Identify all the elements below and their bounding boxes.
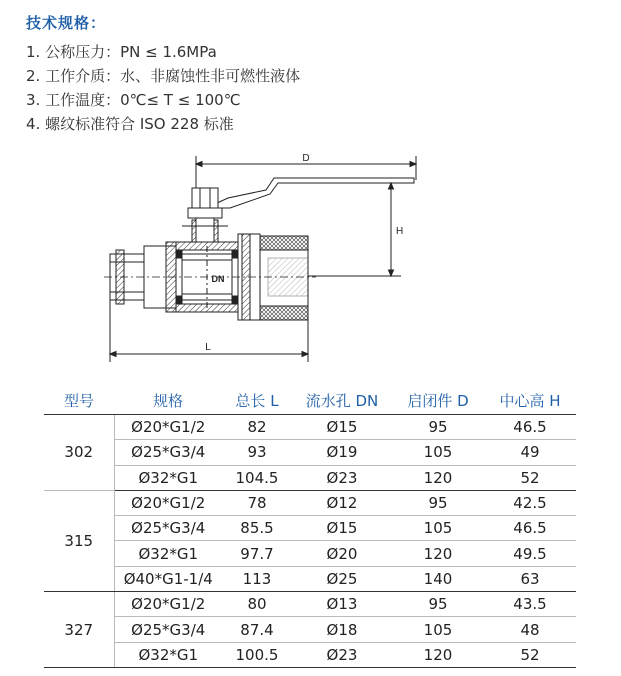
table-cell: 46.5 (484, 415, 576, 440)
spec-table (44, 386, 576, 668)
table-cell: Ø20*G1/2 (114, 415, 222, 440)
spec-item-medium: 2. 工作介质：水、非腐蚀性非可燃性液体 (26, 67, 301, 85)
table-cell: 49.5 (484, 541, 576, 566)
table-cell: Ø18 (292, 617, 392, 642)
table-cell: 42.5 (484, 490, 576, 515)
table-cell: 95 (392, 490, 484, 515)
table-cell: Ø25*G3/4 (114, 440, 222, 465)
table-cell: 87.4 (222, 617, 292, 642)
spec-item-temperature: 3. 工作温度：0℃≤ T ≤ 100℃ (26, 91, 241, 109)
header-center-height: 中心高 H (484, 386, 576, 415)
table-row (44, 490, 576, 515)
dimension-label-h: H (396, 226, 404, 237)
table-cell: 120 (392, 541, 484, 566)
table-cell: 105 (392, 516, 484, 541)
table-cell: 93 (222, 440, 292, 465)
table-cell: 105 (392, 617, 484, 642)
table-cell: Ø32*G1 (114, 642, 222, 667)
table-cell: 97.7 (222, 541, 292, 566)
table-cell: Ø25*G3/4 (114, 516, 222, 541)
table-row (44, 440, 576, 465)
table-cell: 105 (392, 440, 484, 465)
table-cell: Ø23 (292, 642, 392, 667)
table-cell: Ø25 (292, 566, 392, 591)
table-row (44, 592, 576, 617)
model-cell: 302 (44, 415, 114, 491)
table-cell: 95 (392, 592, 484, 617)
table-row (44, 617, 576, 642)
table-cell: Ø23 (292, 465, 392, 490)
table-cell: Ø32*G1 (114, 541, 222, 566)
table-row (44, 465, 576, 490)
table-cell: Ø15 (292, 415, 392, 440)
table-cell: 140 (392, 566, 484, 591)
valve-drawing (96, 150, 426, 365)
table-row (44, 516, 576, 541)
table-cell: 113 (222, 566, 292, 591)
spec-list (26, 40, 300, 136)
model-cell: 315 (44, 490, 114, 591)
header-closure: 启闭件 D (392, 386, 484, 415)
table-cell: 100.5 (222, 642, 292, 667)
model-cell: 327 (44, 592, 114, 668)
table-cell: Ø20 (292, 541, 392, 566)
header-spec: 规格 (114, 386, 222, 415)
table-cell: Ø20*G1/2 (114, 592, 222, 617)
table-cell: 63 (484, 566, 576, 591)
table-cell: Ø19 (292, 440, 392, 465)
table-row (44, 566, 576, 591)
table-cell: 85.5 (222, 516, 292, 541)
dimension-label-d: D (302, 153, 310, 164)
header-model: 型号 (44, 386, 114, 415)
table-cell: 120 (392, 465, 484, 490)
table-cell: 80 (222, 592, 292, 617)
table-row (44, 415, 576, 440)
table-cell: 52 (484, 642, 576, 667)
table-cell: Ø40*G1-1/4 (114, 566, 222, 591)
spec-title: 技术规格： (26, 14, 107, 32)
spec-item-pressure: 1. 公称压力：PN ≤ 1.6MPa (26, 43, 217, 61)
table-cell: 82 (222, 415, 292, 440)
table-cell: 46.5 (484, 516, 576, 541)
table-cell: 120 (392, 642, 484, 667)
header-length: 总长 L (222, 386, 292, 415)
table-cell: 95 (392, 415, 484, 440)
table-cell: Ø13 (292, 592, 392, 617)
table-cell: 48 (484, 617, 576, 642)
dimension-label-l: L (205, 342, 211, 353)
spec-item-thread-standard: 4. 螺纹标准符合 ISO 228 标准 (26, 115, 234, 133)
table-cell: Ø25*G3/4 (114, 617, 222, 642)
table-cell: 49 (484, 440, 576, 465)
table-cell: Ø32*G1 (114, 465, 222, 490)
table-cell: 104.5 (222, 465, 292, 490)
table-header-row (44, 386, 576, 415)
table-cell: Ø12 (292, 490, 392, 515)
table-cell: 43.5 (484, 592, 576, 617)
table-cell: 52 (484, 465, 576, 490)
dimension-label-dn: DN (211, 274, 225, 284)
header-bore: 流水孔 DN (292, 386, 392, 415)
table-cell: 78 (222, 490, 292, 515)
table-cell: Ø20*G1/2 (114, 490, 222, 515)
table-cell: Ø15 (292, 516, 392, 541)
table-row (44, 642, 576, 667)
table-row (44, 541, 576, 566)
